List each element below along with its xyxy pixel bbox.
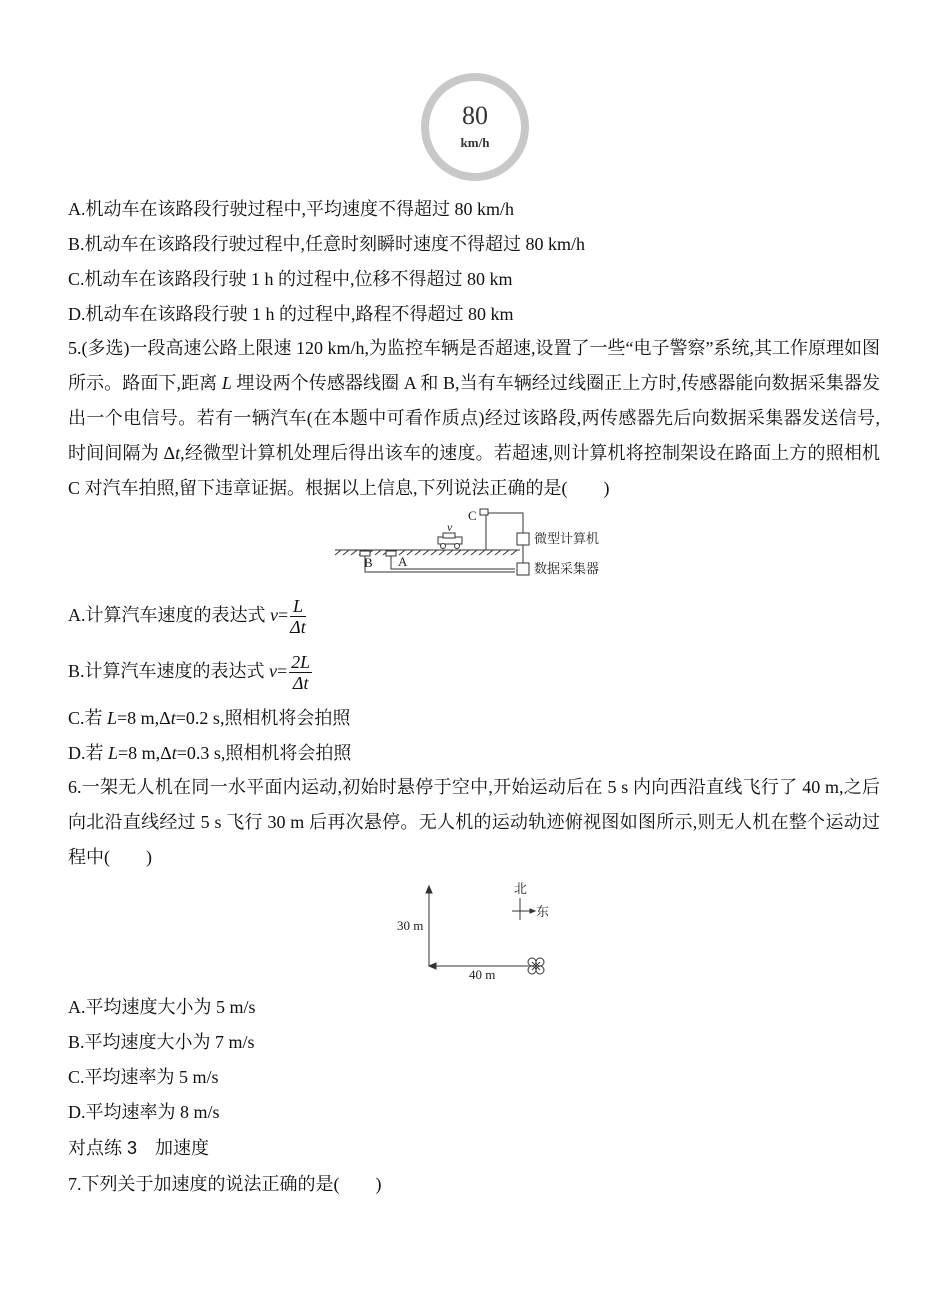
- speed-limit-sign: [420, 72, 530, 182]
- q5-stem-part2: 埋设两个传感器线圈 A 和 B,当有车辆经过线圈正上方时,传感器能向数据采集器发出一个电信号。若有一辆汽车(在本题中可看作质点)经过该路段,两传感器先后向数据采集器发送信号,时间间隔为 Δ: [68, 373, 880, 463]
- fraction-denominator: Δt: [290, 617, 306, 638]
- q5-stem-part3: ,经微型计算机处理后得出该车的速度。若超速,则计算机将控制架设在路面上方的照相机 C 对汽车拍照,留下违章证据。根据以上信息,下列说法正确的是( ): [68, 443, 881, 498]
- q6-stem: 6.一架无人机在同一水平面内运动,初始时悬停于空中,开始运动后在 5 s 内向西沿直线飞行了 40 m,之后向北沿直线经过 5 s 飞行 30 m 后再次悬停。无人机的运动轨迹俯视图如图所示,则无人机在整个运动过程中( ): [68, 777, 880, 867]
- q5-option-d-part3: =0.3 s,照相机将会拍照: [176, 743, 352, 763]
- q5-option-a-fraction: [290, 596, 306, 637]
- q6-option-c: C.平均速率为 5 m/s: [68, 1067, 219, 1087]
- sensor-wires: [365, 556, 515, 572]
- compass-icon: [512, 898, 535, 920]
- q6-option-a: A.平均速度大小为 5 m/s: [68, 997, 256, 1017]
- q4-option-a: A.机动车在该路段行驶过程中,平均速度不得超过 80 km/h: [68, 199, 514, 219]
- fraction-numerator: L: [290, 596, 306, 617]
- q5-option-c-part1: C.若: [68, 708, 108, 728]
- q5-stem-t: t: [175, 443, 181, 463]
- q5-option-b-fraction: [289, 652, 312, 693]
- sign-value: 80: [462, 101, 488, 130]
- car: [438, 533, 462, 549]
- q5-option-a-v: v: [270, 605, 278, 625]
- q5-stem-L: L: [221, 373, 232, 393]
- q5-option-c-t: t: [170, 708, 176, 728]
- q5-option-c-part3: =0.2 s,照相机将会拍照: [175, 708, 351, 728]
- collector-label: 数据采集器: [534, 561, 600, 576]
- q5-option-c-part2: =8 m,Δ: [117, 708, 171, 728]
- q7-stem: 7.下列关于加速度的说法正确的是( ): [68, 1174, 382, 1194]
- computer-box: [517, 533, 529, 545]
- label-c: C: [468, 508, 477, 523]
- q6-option-d: D.平均速率为 8 m/s: [68, 1102, 220, 1122]
- fraction-numerator: 2L: [291, 652, 311, 673]
- q5-option-d-part1: D.若: [68, 743, 108, 763]
- q5-option-d: [68, 741, 351, 765]
- q5-option-d-part2: =8 m,Δ: [118, 743, 172, 763]
- label-b: B: [364, 555, 373, 570]
- q5-stem-part1: 5.(多选)一段高速公路上限速 120 km/h,为监控车辆是否超速,设置了一些“电子警察”系统,其工作原理如图所示。路面下,距离: [68, 338, 880, 393]
- section-heading: 对点练 3 加速度: [68, 1138, 210, 1158]
- north-label: 北: [514, 881, 528, 896]
- trajectory-path: [426, 886, 529, 969]
- fraction-denominator: Δt: [292, 673, 309, 694]
- q4-option-d: D.机动车在该路段行驶 1 h 的过程中,路程不得超过 80 km: [68, 304, 514, 324]
- q5-option-d-t: t: [171, 743, 177, 763]
- sign-unit: km/h: [460, 135, 490, 150]
- q5-option-a-text: A.计算汽车速度的表达式: [68, 605, 270, 625]
- q4-option-b: B.机动车在该路段行驶过程中,任意时刻瞬时速度不得超过 80 km/h: [68, 234, 586, 254]
- computer-label: 微型计算机: [534, 531, 600, 546]
- q4-option-c: C.机动车在该路段行驶 1 h 的过程中,位移不得超过 80 km: [68, 269, 513, 289]
- vertical-label: 30 m: [397, 918, 424, 933]
- drone-icon: [528, 958, 544, 974]
- q5-sensor-diagram: [330, 505, 620, 583]
- q5-option-c: [68, 706, 350, 730]
- sensor-coil-a: [386, 551, 396, 556]
- q5-option-a: [68, 594, 308, 637]
- camera-pole: [480, 509, 488, 550]
- label-a: A: [398, 554, 408, 569]
- q5-option-b: [68, 650, 314, 693]
- q5-option-a-eq: =: [278, 605, 289, 625]
- q5-stem: [68, 331, 880, 506]
- q5-option-d-L: L: [108, 743, 119, 763]
- label-v: v: [447, 520, 453, 534]
- q5-option-b-text: B.计算汽车速度的表达式: [68, 661, 270, 681]
- q5-option-b-v: v: [269, 661, 278, 681]
- horizontal-label: 40 m: [469, 967, 496, 982]
- collector-box: [517, 563, 529, 575]
- q6-trajectory-diagram: [395, 876, 565, 986]
- east-label: 东: [536, 904, 550, 919]
- q5-option-c-L: L: [107, 708, 118, 728]
- q5-option-b-eq: =: [277, 661, 288, 681]
- q6-option-b: B.平均速度大小为 7 m/s: [68, 1032, 255, 1052]
